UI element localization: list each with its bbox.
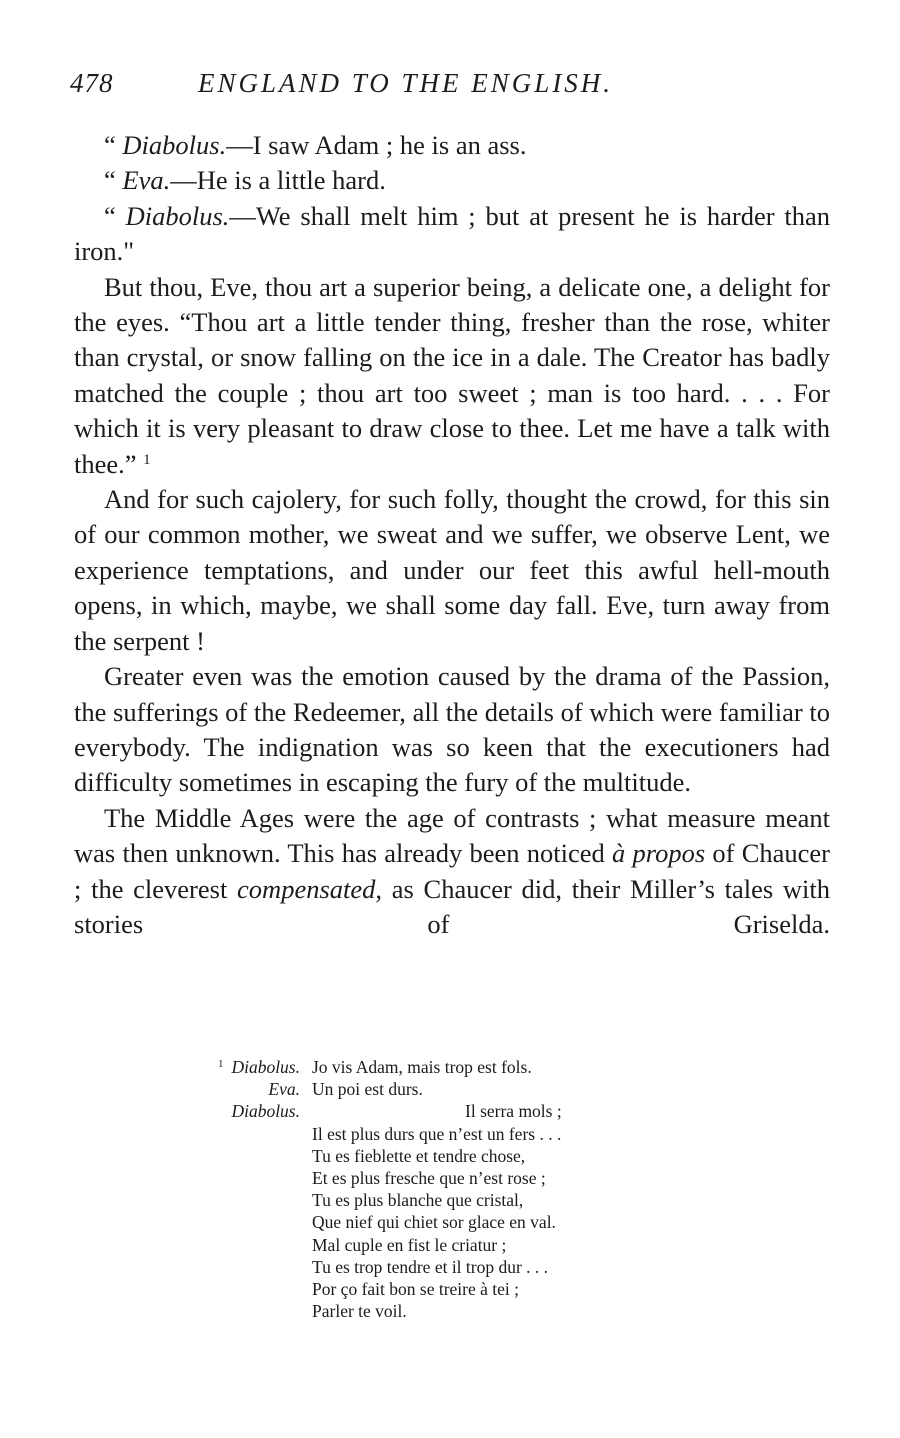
footnote-verse: Et es plus fresche que n’est rose ; [312,1168,546,1189]
body-text [74,128,830,942]
italic-phrase: compensated, [237,873,383,904]
footnote-row [176,1078,736,1100]
footnote-verse: Jo vis Adam, mais trop est fols. [312,1057,532,1077]
footnote-verse: Il serra mols ; [465,1101,562,1122]
page-number: 478 [70,68,114,98]
footnote-speaker: Diabolus. [231,1101,300,1122]
footnote-row [176,1056,736,1078]
dialogue-line: “ Diabolus.—We shall melt him ; but at present he is harder than iron." [74,200,831,267]
speaker-name: Diabolus. [125,200,230,231]
paragraph-text: of Chaucer ; the cleverest [74,838,830,904]
footnote-row [176,1256,736,1278]
dialogue-text: —We shall melt him ; but at present he is harder than iron." [74,200,831,267]
footnote-marker: 1 [217,1058,224,1070]
footnote-row [176,1189,736,1211]
page-header [70,68,830,108]
footnote-speaker: Eva. [268,1079,300,1100]
speaker-name: Eva. [122,165,171,196]
footnote-row [176,1123,736,1145]
footnote-row [176,1278,736,1300]
running-head: ENGLAND TO THE ENGLISH. [198,68,614,98]
footnote-row [176,1234,736,1256]
footnote-verse: Il est plus durs que n’est un fers . . . [312,1123,562,1144]
dialogue-text: —He is a little hard. [170,165,386,196]
footnote-verse: Que nief qui chiet sor glace en val. [312,1212,556,1233]
footnote-verse: Mal cuple en fist le criatur ; [312,1234,507,1255]
footnote-row [176,1167,736,1189]
footnote-reference: 1 [143,451,151,468]
footnote-verse: Tu es plus blanche que cristal, [312,1190,524,1211]
footnote [176,1056,736,1322]
footnote-verse: Tu es fieblette et tendre chose, [312,1145,526,1166]
dialogue-line: “ Diabolus.—I saw Adam ; he is an ass. [104,130,527,160]
italic-phrase: à propos [612,838,706,869]
paragraph-text: But thou, Eve, thou art a superior being, a delicate one, a delight for the eyes. “Thou art a little tender thing, fresher than the rose, whiter than crystal, or snow falling on the ice in a dale. The Creator has badly matched the couple ; thou art too sweet ; man is too hard. . . . For which it is very pleasant to draw close to thee. Let me have a talk with thee.” [74,271,830,479]
paragraph [74,801,830,943]
footnote-speaker: Diabolus. [231,1057,300,1077]
dialogue-line: “ Eva.—He is a little hard. [104,165,386,196]
dialogue-text: —I saw Adam ; he is an ass. [226,130,527,160]
footnote-row [176,1145,736,1167]
footnote-row [176,1211,736,1233]
paragraph [74,482,830,659]
paragraph-text: Greater even was the emotion caused by the drama of the Passion, the sufferings of the Redeemer, all the details of which were familiar to everybody. The indignation was so keen that the executioners had difficulty sometimes in escaping the fury of the multitude. [74,661,830,798]
paragraph-text: And for such cajolery, for such folly, thought the crowd, for this sin of our common mother, we sweat and we suffer, we observe Lent, we experience temptations, and under our feet this awful hell-mouth opens, in which, maybe, we shall some day fall. Eve, turn away from the serpent ! [74,484,830,656]
footnote-verse: Parler te voil. [312,1301,407,1322]
paragraph [74,270,830,482]
paragraph-text: as Chaucer did, their Miller’s tales with stories of Griselda. [74,873,830,939]
paragraph-text: The Middle Ages were the age of contrasts ; what measure meant was then unknown. This has already been noticed [74,802,830,869]
speaker-name: Diabolus. [122,130,227,160]
footnote-verse: Tu es trop tendre et il trop dur . . . [312,1256,549,1277]
footnote-row [176,1100,736,1122]
footnote-verse: Por ço fait bon se treire à tei ; [312,1279,520,1300]
paragraph [74,659,830,801]
footnote-verse: Un poi est durs. [312,1079,423,1100]
footnote-row [176,1300,736,1322]
